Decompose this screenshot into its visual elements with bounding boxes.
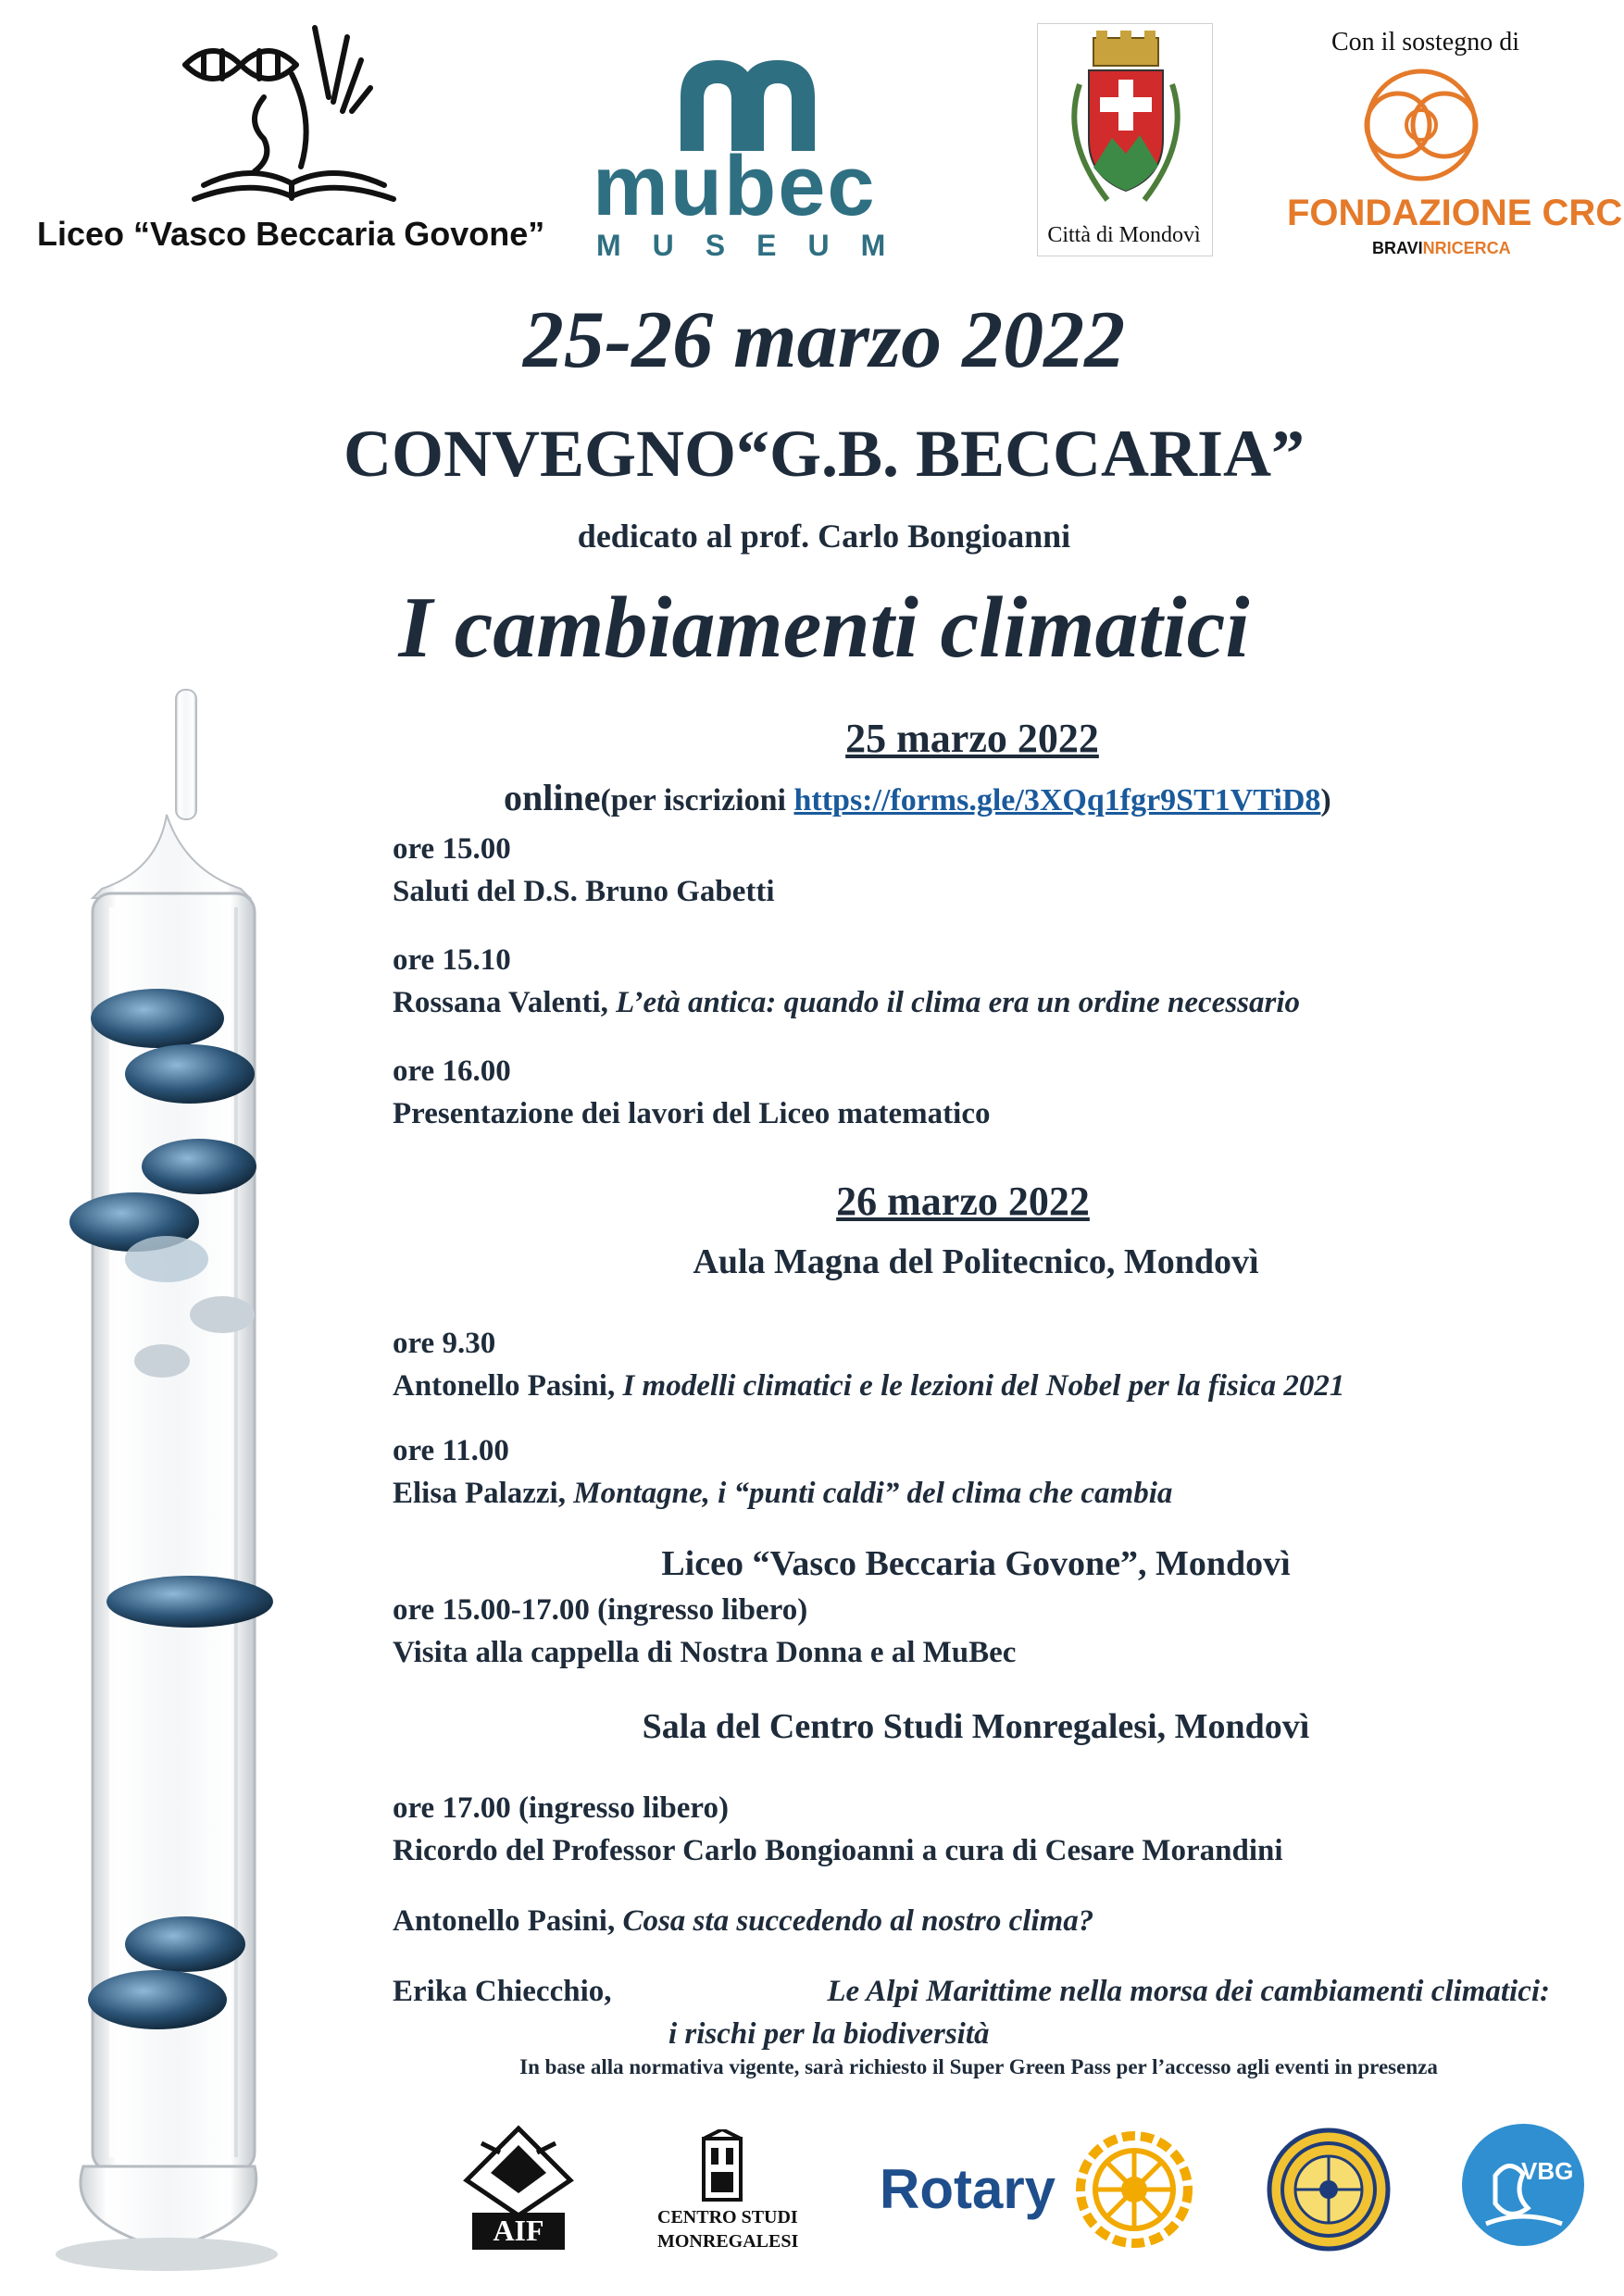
convegno-title: CONVEGNO“G.B. BECCARIA”	[343, 417, 1305, 491]
tag-ricerca: RICERCA	[1434, 239, 1511, 257]
iscrizioni-open: (per iscrizioni	[600, 783, 794, 817]
event-dates: 25-26 marzo 2022	[522, 295, 1126, 385]
citta-caption: Città di Mondovì	[1047, 223, 1201, 247]
coat-of-arms-icon	[1043, 29, 1209, 214]
tower-icon	[657, 2129, 787, 2203]
item-speaker: Saluti del D.S. Bruno Gabetti	[393, 875, 775, 908]
item-speaker: Antonello Pasini,	[393, 1369, 623, 1403]
item-time: ore 11.00	[393, 1434, 509, 1467]
item-time: ore 15.10	[393, 943, 511, 977]
item-talk-continued: i rischi per la biodiversità	[668, 2017, 990, 2051]
mubec-museum-label: MUSEUM	[596, 229, 918, 262]
item-speaker: Presentazione dei lavori del Liceo matematico	[393, 1097, 991, 1130]
day2-program-3	[393, 1787, 1559, 2055]
fondazione-crc-logo	[1287, 28, 1623, 257]
program-item	[393, 1900, 1559, 1942]
venue-politecnico: Aula Magna del Politecnico, Mondovì	[693, 1242, 1259, 1281]
dedica-line: dedicato al prof. Carlo Bongioanni	[577, 518, 1071, 555]
day2-program-2	[393, 1589, 1559, 1674]
sostegno-label: Con il sostegno di	[1331, 28, 1520, 56]
galileo-thermometer-image	[28, 685, 306, 2277]
theme-title: I cambiamenti climatici	[398, 580, 1250, 676]
program-item	[393, 1365, 1559, 1407]
item-time: ore 15.00-17.00 (ingresso libero)	[393, 1593, 808, 1627]
rotary-wordmark: Rotary	[880, 2158, 1056, 2220]
mubec-logo	[583, 51, 918, 262]
mubec-wordmark: mubec	[593, 139, 877, 233]
aif-logo	[463, 2125, 574, 2254]
day2-program-1	[393, 1322, 1559, 1515]
rotary-wheel-icon	[1074, 2129, 1194, 2250]
registration-link[interactable]: https://forms.gle/3XQq1fgr9ST1VTiD8	[793, 783, 1321, 817]
item-speaker: Ricordo del Professor Carlo Bongioanni a cura di Cesare Morandini	[393, 1834, 1283, 1867]
item-speaker: Rossana Valenti,	[393, 986, 617, 1019]
item-talk: Montagne, i “punti caldi” del clima che cambia	[573, 1477, 1173, 1510]
item-talk: Cosa sta succedendo al nostro clima?	[622, 1904, 1094, 1938]
aif-emblem-icon	[463, 2125, 574, 2217]
liceo-caption: Liceo “Vasco Beccaria Govone”	[37, 215, 545, 253]
tag-in: N	[1422, 239, 1435, 257]
vbg-label: VBG	[1521, 2157, 1574, 2185]
inner-wheel-icon	[1264, 2125, 1393, 2254]
mubec-m-icon	[583, 51, 898, 153]
crc-rings-icon	[1287, 65, 1593, 185]
item-speaker: Antonello Pasini,	[393, 1904, 623, 1938]
item-speaker: Elisa Palazzi,	[393, 1477, 574, 1510]
tag-bravi: BRAVI	[1372, 239, 1423, 257]
item-talk: Le Alpi Marittime nella morsa dei cambiamenti climatici:	[827, 1975, 1550, 2008]
day2-date: 26 marzo 2022	[836, 1179, 1090, 1224]
day1-date: 25 marzo 2022	[845, 716, 1099, 761]
item-talk: I modelli climatici e le lezioni del Nobel per la fisica 2021	[622, 1369, 1345, 1403]
aif-label: AIF	[493, 2214, 544, 2247]
inner-wheel-logo	[1264, 2125, 1393, 2254]
day1-program	[393, 828, 1559, 1135]
online-label: online	[504, 777, 601, 818]
item-time: ore 9.30	[393, 1327, 496, 1360]
item-speaker: Visita alla cappella di Nostra Donna e al MuBec	[393, 1636, 1017, 1669]
program-item	[393, 981, 1559, 1024]
item-time: ore 15.00	[393, 832, 511, 866]
item-talk: L’età antica: quando il clima era un ordine necessario	[616, 986, 1301, 1019]
liceo-logo	[37, 9, 556, 259]
rotary-logo	[880, 2129, 1194, 2250]
csm-line1: CENTRO STUDI	[657, 2207, 798, 2227]
iscrizioni-close: )	[1320, 783, 1331, 817]
fondazione-tagline	[1372, 239, 1511, 258]
fondazione-wordmark: FONDAZIONE CRC	[1287, 193, 1623, 233]
centro-studi-logo	[657, 2129, 799, 2259]
item-speaker: Erika Chiecchio,	[393, 1975, 612, 2008]
vbg-association-logo	[1458, 2120, 1588, 2250]
program-item	[393, 1472, 1559, 1515]
green-pass-notice: In base alla normativa vigente, sarà richiesto il Super Green Pass per l’accesso agli eventi in presenza	[519, 2055, 1438, 2078]
item-time: ore 16.00	[393, 1054, 511, 1088]
item-time: ore 17.00 (ingresso libero)	[393, 1791, 729, 1825]
program-item	[393, 1970, 1550, 2013]
venue-liceo: Liceo “Vasco Beccaria Govone”, Mondovì	[661, 1544, 1291, 1583]
venue-centro-studi: Sala del Centro Studi Monregalesi, Mondovì	[642, 1707, 1310, 1746]
day1-online-line	[504, 776, 1331, 819]
citta-mondovi-logo	[1037, 23, 1222, 255]
csm-line2: MONREGALESI	[657, 2231, 799, 2252]
liceo-face-icon	[37, 9, 556, 204]
